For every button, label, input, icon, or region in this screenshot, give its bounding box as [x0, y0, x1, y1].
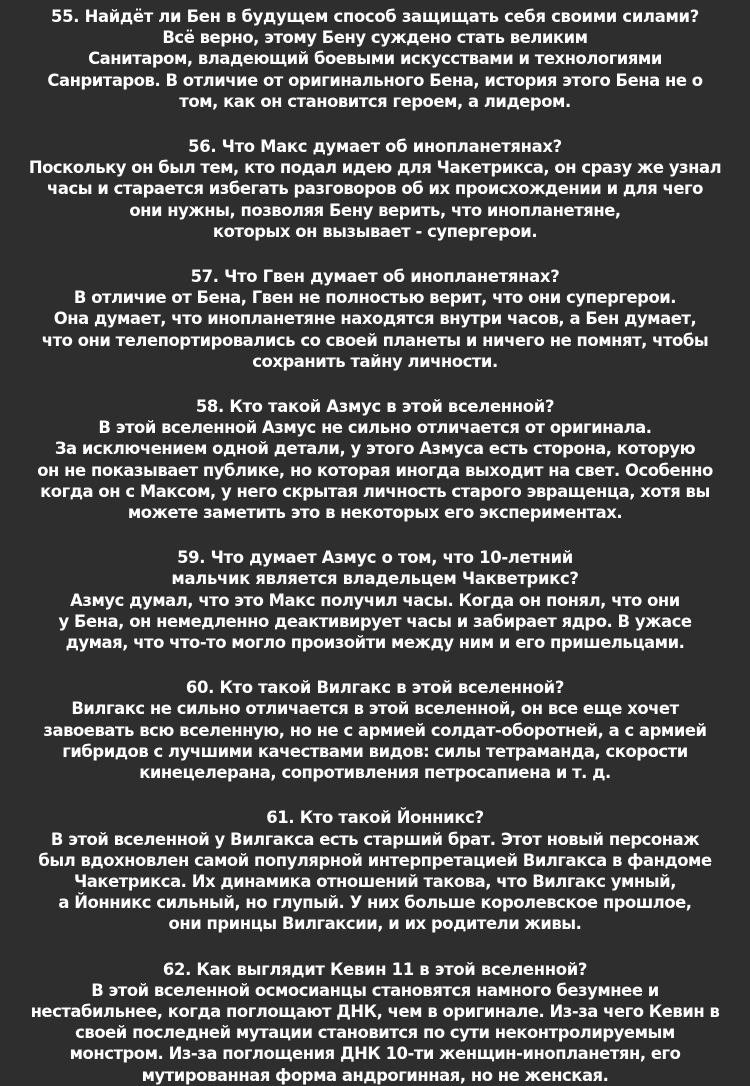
faq-question [6, 807, 744, 828]
question-line: 57. Что Гвен думает об инопланетянах? [190, 267, 560, 287]
faq-entry [6, 136, 744, 242]
faq-answer [6, 417, 744, 523]
answer-line: они принцы Вилгаксии, и их родители живы. [168, 914, 582, 934]
faq-entry [6, 959, 744, 1086]
question-line: 56. Что Макс думает об инопланетянах? [188, 137, 562, 157]
faq-question [6, 677, 744, 698]
answer-line: нестабильнее, когда поглощают ДНК, чем в оригинале. Из-за чего Кевин в [30, 1001, 720, 1021]
faq-question [6, 396, 744, 417]
answer-line: За исключением одной детали, у этого Азмуса есть сторона, которую [54, 439, 696, 459]
answer-line: Она думает, что инопланетяне находятся внутри часов, а Бен думает, [53, 309, 697, 329]
answer-line: часы и старается избегать разговоров об их происхождении и для чего [47, 179, 703, 199]
faq-answer [6, 27, 744, 112]
faq-answer [6, 590, 744, 654]
answer-line: том, как он становится героем, а лидером. [179, 91, 571, 111]
question-line: 60. Кто такой Вилгакс в этой вселенной? [185, 678, 565, 698]
answer-line: своей последней мутации становится по сути неконтролируемым [75, 1023, 675, 1043]
faq-entry [6, 396, 744, 523]
faq-question [6, 266, 744, 287]
answer-line: что они телепортировались со своей планеты и ничего не помнят, чтобы [41, 330, 709, 350]
answer-line: В этой вселенной Азмус не сильно отличается от оригинала. [98, 418, 652, 438]
question-line: 58. Кто такой Азмус в этой вселенной? [195, 397, 555, 417]
question-line: мальчик является владельцем Чакветрикс? [171, 569, 579, 589]
answer-line: Чакетрикса. Их динамика отношений такова, что Вилгакс умный, [74, 871, 676, 891]
answer-line: Азмус думал, что это Макс получил часы. Когда он понял, что они [70, 590, 680, 610]
faq-answer [6, 829, 744, 935]
faq-question [6, 959, 744, 980]
faq-answer [6, 157, 744, 242]
answer-line: у Бена, он немедленно деактивирует часы и забирает ядро. В ужасе [58, 611, 692, 631]
question-line: 55. Найдёт ли Бен в будущем способ защищать себя своими силами? [51, 7, 699, 26]
faq-question [6, 547, 744, 589]
answer-line: гибридов с лучшими качествами видов: силы тетраманда, скорости [62, 741, 688, 761]
answer-line: завоевать всю вселенную, но не с армией солдат-оборотней, а с армией [43, 720, 707, 740]
faq-entry [6, 547, 744, 653]
question-line: 59. Что думает Азмус о том, что 10-летний [177, 548, 573, 568]
faq-entry [6, 6, 744, 112]
answer-line: В этой вселенной осмосианцы становятся намного безумнее и [91, 980, 659, 1000]
answer-line: В этой вселенной у Вилгакса есть старший брат. Этот новый персонаж [50, 829, 700, 849]
answer-line: кинецелерана, сопротивления петросапиена и т. д. [139, 763, 611, 783]
answer-line: Санитаром, владеющий боевыми искусствами и технологиями [88, 49, 662, 69]
answer-line: монстром. Из-за поглощения ДНК 10-ти женщин-инопланетян, его [69, 1044, 681, 1064]
answer-line: они нужны, позволяя Бену верить, что инопланетяне, [129, 200, 621, 220]
faq-question [6, 136, 744, 157]
faq-question [6, 6, 744, 27]
faq-answer [6, 287, 744, 372]
answer-line: Поскольку он был тем, кто подал идею для Чакетрикса, он сразу же узнал [28, 158, 722, 178]
answer-line: Вилгакс не сильно отличается в этой вселенной, он все еще хочет [71, 699, 679, 719]
faq-answer [6, 698, 744, 783]
answer-line: В отличие от Бена, Гвен не полностью верит, что они супергерои. [73, 288, 677, 308]
faq-entry [6, 677, 744, 783]
answer-line: когда он с Максом, у него скрытая личность старого эвращенца, хотя вы [40, 481, 710, 501]
answer-line: был вдохновлен самой популярной интерпретацией Вилгакса в фандоме [38, 850, 712, 870]
faq-entry [6, 266, 744, 372]
answer-line: которых он вызывает - супергерои. [212, 221, 538, 241]
faq-answer [6, 980, 744, 1086]
answer-line: думая, что что-то могло произойти между ним и его пришельцами. [65, 633, 685, 653]
faq-entry [6, 807, 744, 934]
answer-line: мутированная форма андрогинная, но не женская. [141, 1065, 609, 1085]
answer-line: он не показывает публике, но которая иногда выходит на свет. Особенно [37, 460, 713, 480]
answer-line: а Йонникс сильный, но глупый. У них больше королевское прошлое, [58, 893, 692, 913]
question-line: 61. Кто такой Йонникс? [266, 808, 484, 828]
answer-line: Всё верно, этому Бену суждено стать великим [162, 28, 588, 48]
answer-line: можете заметить это в некоторых его экспериментах. [127, 503, 623, 523]
question-line: 62. Как выглядит Кевин 11 в этой вселенной? [162, 959, 588, 979]
answer-line: Санритаров. В отличие от оригинального Бена, история этого Бена не о [47, 70, 703, 90]
answer-line: сохранить тайну личности. [252, 351, 498, 371]
